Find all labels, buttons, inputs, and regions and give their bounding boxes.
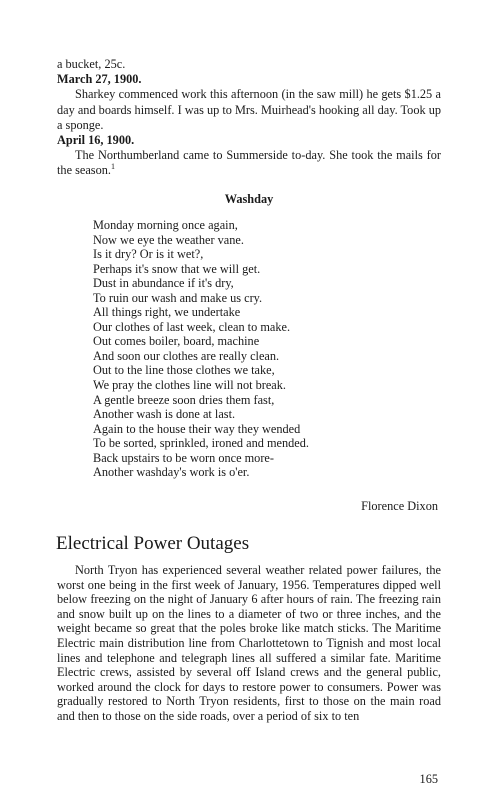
poem-line: We pray the clothes line will not break. [93,378,286,393]
poem-line: Again to the house their way they wended [93,421,301,436]
poem-line: Out comes boiler, board, machine [93,334,260,349]
poem-line: Another wash is done at last. [93,407,236,422]
poem-line: Monday morning once again, [93,218,238,232]
poem-line: All things right, we undertake [93,305,241,320]
poem-body [93,218,309,480]
section-body: North Tryon has experienced several weather related power failures, the worst one being in the first week of January, 1956. Temperatures dipped well below freezing on the night of January 6 after hours of rain. The freezing rain and snow built up on the lines to a diameter of two or three inches, and the weight became so great that the poles broke like match sticks. The Maritime Electric main distribution line from Charlottetown to Tignish and most local lines and telephone and telegraph lines all suffered a similar fate. Maritime Electric crews, assisted by several off Island crews and the general public, worked around the clock for days to restore power to consumers. Power was gradually restored to North Tryon residents, first to those on the main road and then to those on the side roads, over a period of six to ten [57,563,441,723]
poem-line: To be sorted, sprinkled, ironed and mended. [93,436,309,451]
poem-line: Out to the line those clothes we take, [93,363,275,378]
poem-line: Back upstairs to be worn once more- [93,450,274,465]
diary-date: April 16, 1900. [57,133,135,148]
diary-line: a bucket, 25c. [57,57,126,71]
footnote-marker: 1 [110,162,115,172]
poem-title: Washday [224,192,274,206]
poem-line: Another washday's work is o'er. [93,465,250,480]
diary-excerpt [57,57,441,179]
poem-line: Perhaps it's snow that we will get. [93,261,261,276]
section-heading: Electrical Power Outages [56,533,250,554]
diary-entry-text: The Northumberland came to Summerside to-day. She took the mails for the season. [57,148,441,178]
diary-entry [57,148,441,178]
poem-line: Dust in abundance if it's dry, [93,276,234,291]
diary-date: March 27, 1900. [57,72,142,87]
diary-entry: Sharkey commenced work this afternoon (in the saw mill) he gets $1.25 a day and boards himself. I was up to Mrs. Muirhead's hooking all day. Took up a sponge. [57,87,441,132]
poem-line: Our clothes of last week, clean to make. [93,319,291,334]
poem-author: Florence Dixon [361,499,438,513]
poem-line: Now we eye the weather vane. [93,232,244,247]
poem-line: To ruin our wash and make us cry. [93,290,263,305]
page-number: 165 [419,772,438,786]
poem-line: Is it dry? Or is it wet?, [93,247,204,262]
poem-line: And soon our clothes are really clean. [93,348,280,363]
poem-line: A gentle breeze soon dries them fast, [93,392,275,407]
